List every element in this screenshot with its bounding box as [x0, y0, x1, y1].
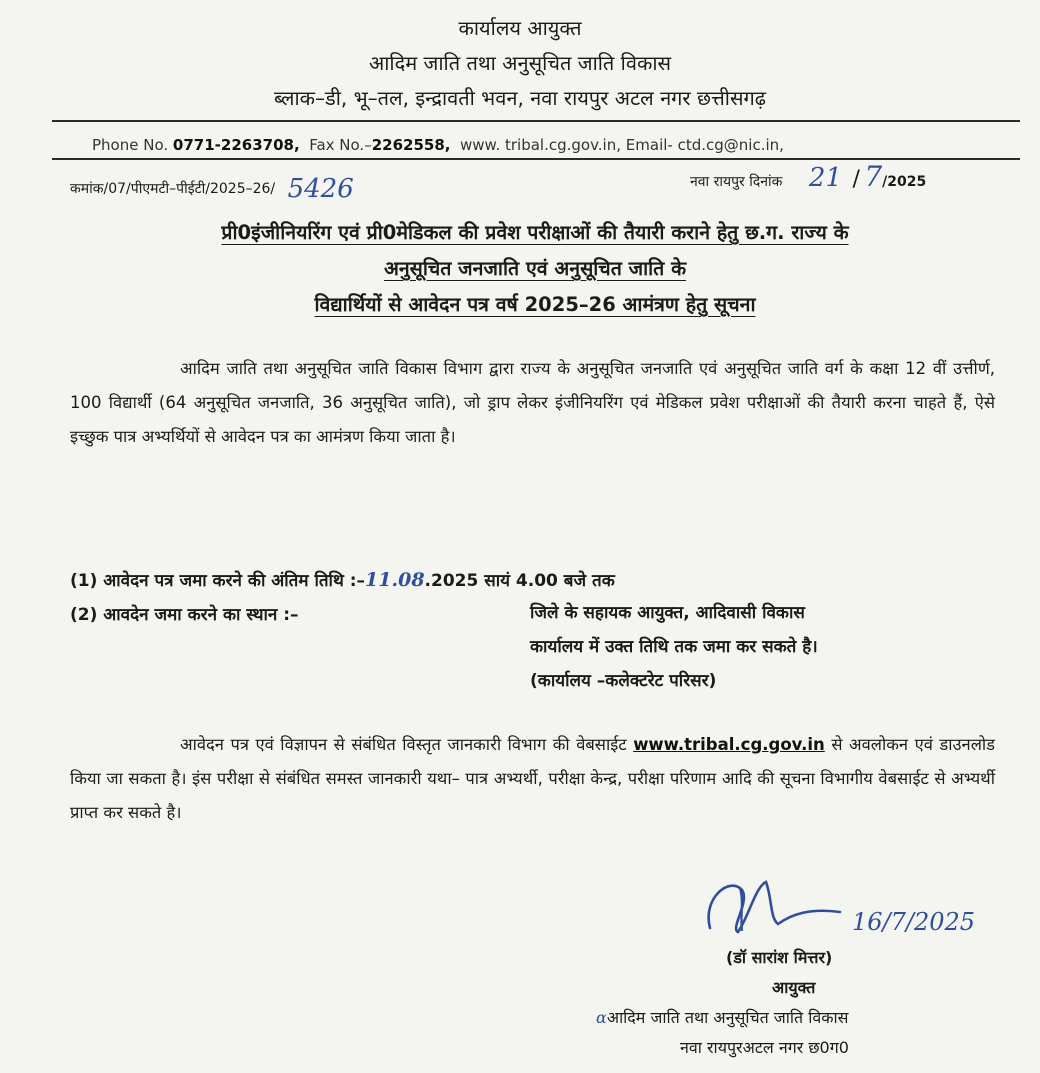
signatory-designation: आयुक्त [772, 978, 816, 997]
submission-place-line3: (कार्यालय –कलेक्टरेट परिसर) [530, 671, 717, 691]
phone-number: 0771-2263708, [172, 136, 300, 154]
submission-place-line2: कार्यालय में उक्त तिथि तक जमा कर सकते है। [530, 637, 818, 657]
signature-initial-mark: ɑ [596, 1008, 607, 1027]
office-address: ब्लाक–डी, भू–तल, इन्द्रावती भवन, नवा रायपुर अटल नगर छत्तीसगढ़ [273, 86, 767, 110]
reference-number [70, 170, 354, 204]
signatory-name: (डॉ सारांश मित्तर) [726, 948, 833, 967]
contact-line [92, 136, 784, 154]
last-date-item [70, 568, 615, 591]
date-prefix: नवा रायपुर दिनांक [690, 174, 783, 190]
fax-label: Fax No.– [309, 136, 372, 154]
last-date-rest: .2025 सायं 4.00 बजे तक [424, 571, 615, 591]
date-slash: / [852, 167, 860, 192]
phone-label: Phone No. [92, 136, 169, 154]
website-text: www. tribal.cg.gov.in, [460, 136, 622, 154]
website-link[interactable]: www.tribal.cg.gov.in [633, 735, 825, 754]
body2-intro: आवेदन पत्र एवं विज्ञापन से संबंधित विस्तृत जानकारी विभाग की वेबसाईट [180, 735, 627, 754]
reference-prefix: कमांक/07/पीएमटी–पीईटी/2025–26/ [70, 181, 276, 197]
last-date-handwritten: 11.08 [365, 569, 425, 591]
last-date-label: (1) आवेदन पत्र जमा करने की अंतिम तिथि :– [70, 571, 366, 591]
notice-title-line2: अनुसूचित जनजाति एवं अनुसूचित जाति के [383, 257, 687, 280]
department-name: आदिम जाति तथा अनुसूचित जाति विकास [368, 51, 672, 75]
date-line [690, 160, 926, 193]
notice-title-line3: विद्यार्थियों से आवेदन पत्र वर्ष 2025–26 आमंत्रण हेतु सूचना [314, 293, 756, 316]
header-rule-top [52, 120, 1020, 122]
fax-number: 2262558, [371, 136, 451, 154]
body-paragraph-1: आदिम जाति तथा अनुसूचित जाति विकास विभाग द्वारा राज्य के अनुसूचित जनजाति एवं अनुसूचित जाति वर्ग के कक्षा 12 वीं उत्तीर्ण, 100 विद्यार्थी (64 अनुसूचित जनजाति, 36 अनुसूचित जाति), जो ड्राप लेकर इंजीनियरिंग एवं मेडिकल प्रवेश परीक्षाओं की तैयारी करना चाहते हैं, ऐसे इच्छुक पात्र अभ्यर्थियों से आवेदन पत्र का आमंत्रण किया जाता है। [70, 359, 995, 446]
body-paragraph-2 [70, 728, 995, 830]
email-text: Email- ctd.cg@nic.in, [625, 136, 784, 154]
submission-place-line1: जिले के सहायक आयुक्त, आदिवासी विकास [530, 603, 805, 623]
body2-rest: से अवलोकन एवं डाउनलोड किया जा सकता है। इंस परीक्षा से संबंधित समस्त जानकारी यथा– पात्र अभ्यर्थी, परीक्षा केन्द्र, परीक्षा परिणाम आदि की सूचना विभागीय वेबसाईट से अभ्यर्थी प्राप्त कर सकते है। [70, 735, 995, 822]
signatory-department: ɑआदिम जाति तथा अनुसूचित जाति विकास [596, 1008, 849, 1027]
signatory-place: नवा रायपुरअटल नगर छ0ग0 [680, 1038, 849, 1057]
signature-date: 16/7/2025 [852, 908, 976, 936]
date-year: /2025 [882, 174, 927, 190]
date-day: 21 [808, 163, 842, 193]
reference-handwritten: 5426 [287, 174, 354, 204]
date-month: 7 [864, 160, 883, 193]
office-title: कार्यालय आयुक्त [458, 16, 582, 40]
notice-title-line1: प्री0इंजीनियरिंग एवं प्री0मेडिकल की प्रवेश परीक्षाओं की तैयारी कराने हेतु छ.ग. राज्य के [221, 221, 849, 244]
submission-place-label: (2) आवदेन जमा करने का स्थान :– [70, 605, 299, 625]
signature-scribble [700, 868, 850, 946]
